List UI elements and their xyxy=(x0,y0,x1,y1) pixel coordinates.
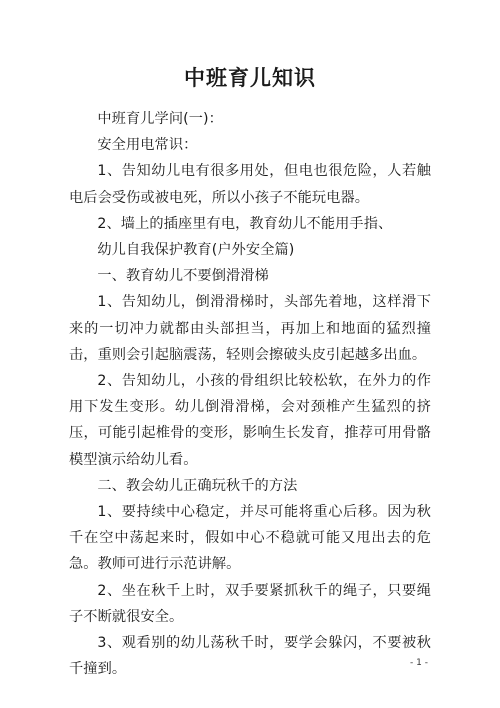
page-number: - 1 - xyxy=(410,658,428,668)
paragraph: 一、教育幼儿不要倒滑滑梯 xyxy=(97,268,269,285)
paragraph: 1、要持续中心稳定，并尽可能将重心后移。因为秋千在空中荡起来时，假如中心不稳就可能又甩出去的危急。教师可进行示范讲解。 xyxy=(69,504,431,573)
paragraph: 中班育儿学问(一)： xyxy=(97,111,223,127)
document-body xyxy=(69,106,431,682)
paragraph: 2、告知幼儿，小孩的骨组织比较松软，在外力的作用下发生变形。幼儿倒滑滑梯，会对颈椎产生猛烈的挤压，可能引起椎骨的变形，影响生长发育，推荐可用骨骼模型演示给幼儿看。 xyxy=(69,373,431,468)
paragraph: 3、观看别的幼儿荡秋千时，要学会躲闪，不要被秋千撞到。 xyxy=(69,635,431,678)
paragraph: 1、告知幼儿，倒滑滑梯时，头部先着地，这样滑下来的一切冲力就都由头部担当，再加上和地面的猛烈撞击，重则会引起脑震荡，轻则会擦破头皮引起越多出血。 xyxy=(69,294,431,363)
paragraph: 2、墙上的插座里有电，教育幼儿不能用手指、 xyxy=(97,215,393,232)
paragraph: 幼儿自我保护教育(户外安全篇) xyxy=(97,242,295,259)
paragraph: 2、坐在秋千上时，双手要紧抓秋千的绳子，只要绳子不断就很安全。 xyxy=(69,582,431,625)
paragraph: 1、告知幼儿电有很多用处，但电也很危险，人若触电后会受伤或被电死，所以小孩子不能玩电器。 xyxy=(69,163,431,206)
document-title: 中班育儿知识 xyxy=(184,66,316,90)
paragraph: 安全用电常识： xyxy=(97,137,198,154)
paragraph: 二、教会幼儿正确玩秋千的方法 xyxy=(97,477,298,494)
